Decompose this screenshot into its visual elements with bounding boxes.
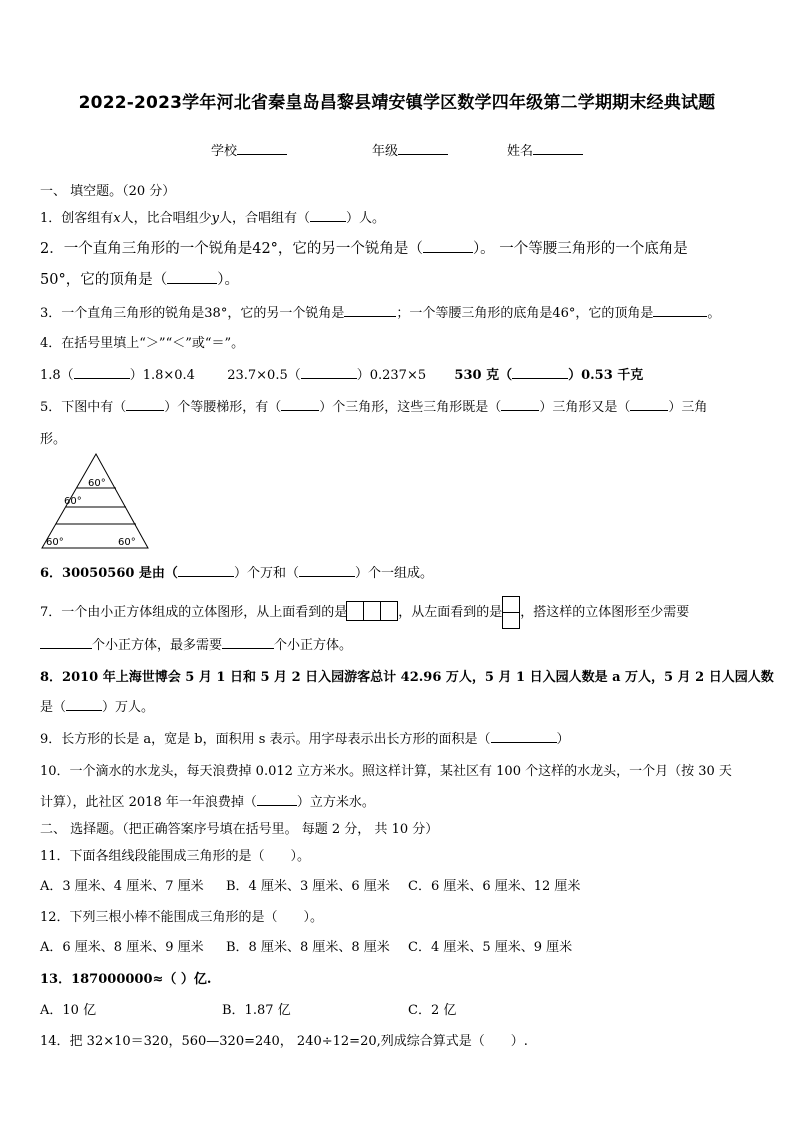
question-4-items — [40, 364, 643, 383]
q3-text-c: 。 — [707, 306, 721, 321]
question-8: 8．2010 年上海世博会 5 月 1 日和 5 月 2 日入园游客总计 42.96 万人，5 月 1 日入园人数是 a 万人，5 月 2 日人园人数 — [40, 670, 774, 685]
q7-text-a: 7．一个由小正方体组成的立体图形，从上面看到的是 — [40, 605, 348, 620]
q10-text-b: 计算），此社区 2018 年一年浪费掉（ — [40, 795, 257, 810]
name-field — [507, 140, 583, 159]
question-5 — [40, 396, 707, 415]
q4-expr-3: 530 克（ — [454, 368, 513, 383]
q9-text-a: 9．长方形的长是 a，宽是 b，面积用 s 表示。用字母表示出长方形的面积是（ — [40, 732, 491, 747]
q2-text-b: ）。 一个等腰三角形的一个底角是 — [472, 241, 688, 257]
q12-option-c[interactable]: C．4 厘米、5 厘米、9 厘米 — [408, 940, 573, 955]
q11-option-c[interactable]: C．6 厘米、6 厘米、12 厘米 — [408, 879, 581, 894]
question-10: 10．一个滴水的水龙头，每天浪费掉 0.012 立方米水。照这样计算，某社区有 100 个这样的水龙头，一个月（按 30 天 — [40, 764, 732, 779]
question-7-cont — [40, 634, 352, 653]
q1-text-d: ）人。 — [346, 211, 386, 226]
q5-answer-blank-1[interactable] — [126, 398, 164, 411]
q4-expr-1: 1.8（ — [40, 368, 74, 383]
q6-text-a: 6．30050560 是由（ — [40, 566, 178, 581]
name-label: 姓名 — [507, 144, 534, 159]
section1-heading: 一、 填空题。（20 分） — [40, 184, 176, 199]
q2-answer-blank-2[interactable] — [167, 271, 217, 284]
q2-text-a: 2．一个直角三角形的一个锐角是42°，它的另一个锐角是（ — [40, 241, 423, 257]
question-13-options — [40, 999, 456, 1018]
angle-label-3: 60° — [46, 537, 64, 548]
question-11: 11．下面各组线段能围成三角形的是（ ）。 — [40, 849, 311, 864]
q3-text-a: 3．一个直角三角形的锐角是38°，它的另一个锐角是 — [40, 306, 345, 321]
q5-text-d: ）三角形又是（ — [539, 400, 631, 415]
q5-answer-blank-4[interactable] — [630, 398, 668, 411]
q10-answer-blank[interactable] — [257, 793, 297, 806]
q4-answer-blank-2[interactable] — [301, 366, 357, 379]
q5-answer-blank-2[interactable] — [281, 398, 319, 411]
angle-label-2: 60° — [64, 496, 82, 507]
grade-field — [372, 140, 448, 159]
grade-blank[interactable] — [398, 140, 448, 155]
question-8-cont — [40, 696, 154, 715]
q3-answer-blank-2[interactable] — [653, 304, 707, 317]
question-1 — [40, 207, 385, 226]
q1-var-x: x — [113, 211, 121, 226]
school-field — [211, 140, 287, 159]
q2-answer-blank-1[interactable] — [423, 240, 473, 253]
section2-heading: 二、 选择题。（把正确答案序号填在括号里。 每题 2 分， 共 10 分） — [40, 822, 439, 837]
grade-label: 年级 — [372, 144, 399, 159]
q6-text-c: ）个一组成。 — [354, 566, 433, 581]
angle-label-4: 60° — [118, 537, 136, 548]
q5-text-c: ）个三角形，这些三角形既是（ — [319, 400, 502, 415]
q1-text-c: 人，合唱组有（ — [219, 211, 311, 226]
question-11-options — [40, 875, 580, 894]
q7-answer-blank-1[interactable] — [40, 636, 92, 649]
q1-text-a: 1．创客组有 — [40, 211, 114, 226]
q4-expr-2: 23.7×0.5（ — [227, 368, 301, 383]
q4-expr-2b: ）0.237×5 — [356, 368, 427, 383]
q5-answer-blank-3[interactable] — [501, 398, 539, 411]
q6-text-b: ）个万和（ — [233, 566, 299, 581]
q10-text-c: ）立方米水。 — [296, 795, 375, 810]
q6-answer-blank-2[interactable] — [299, 564, 355, 577]
q7-text-e: 个小正方体。 — [274, 638, 353, 653]
q5-text-e: ）三角 — [668, 400, 708, 415]
question-2-cont — [40, 268, 239, 289]
q4-answer-blank-1[interactable] — [74, 366, 130, 379]
page-title: 2022-2023学年河北省秦皇岛昌黎县靖安镇学区数学四年级第二学期期末经典试题 — [78, 93, 716, 113]
outer-triangle — [42, 454, 148, 548]
angle-label-1: 60° — [88, 478, 106, 489]
q1-answer-blank[interactable] — [310, 209, 346, 222]
q13-option-b[interactable]: B．1.87 亿 — [222, 1003, 291, 1018]
name-blank[interactable] — [533, 140, 583, 155]
q13-option-c[interactable]: C．2 亿 — [408, 1003, 457, 1018]
school-label: 学校 — [211, 144, 238, 159]
question-10-cont — [40, 791, 375, 810]
left-view-figure — [502, 596, 520, 629]
question-3 — [40, 302, 720, 321]
q9-answer-blank[interactable] — [491, 730, 557, 743]
question-6 — [40, 562, 433, 581]
q5-text-b: ）个等腰梯形，有（ — [164, 400, 282, 415]
question-2 — [40, 237, 688, 258]
school-blank[interactable] — [237, 140, 287, 155]
q4-expr-3b: ）0.53 千克 — [568, 368, 644, 383]
q12-option-a[interactable]: A．6 厘米、8 厘米、9 厘米 — [40, 940, 204, 955]
triangle-diagram — [40, 452, 152, 552]
q11-option-b[interactable]: B．4 厘米、3 厘米、6 厘米 — [226, 879, 390, 894]
q1-var-y: y — [211, 211, 219, 226]
question-5-cont: 形。 — [40, 432, 67, 447]
question-12-options — [40, 936, 572, 955]
q1-text-b: 人，比合唱组少 — [120, 211, 212, 226]
question-14: 14．把 32×10＝320，560—320=240， 240÷12=20,列成综合算式是（ ）. — [40, 1034, 528, 1049]
triangle-figure — [40, 452, 152, 552]
q13-option-a[interactable]: A．10 亿 — [40, 1003, 97, 1018]
question-12: 12．下列三根小棒不能围成三角形的是（ ）。 — [40, 910, 324, 925]
q12-option-b[interactable]: B．8 厘米、8 厘米、8 厘米 — [226, 940, 390, 955]
q6-answer-blank-1[interactable] — [178, 564, 234, 577]
q3-answer-blank-1[interactable] — [344, 304, 396, 317]
q5-text-a: 5．下图中有（ — [40, 400, 127, 415]
top-view-figure — [347, 601, 398, 625]
q7-text-d: 个小正方体，最多需要 — [92, 638, 223, 653]
q2-text-d: ）。 — [217, 272, 239, 288]
q9-text-b: ） — [556, 732, 570, 747]
q4-expr-1b: ）1.8×0.4 — [129, 368, 195, 383]
q7-text-c: ，搭这样的立体图形至少需要 — [520, 605, 690, 620]
q8-text-c: ）万人。 — [102, 700, 155, 715]
q2-text-c: 50°，它的顶角是（ — [40, 272, 168, 288]
question-9 — [40, 728, 570, 747]
q8-text-b: 是（ — [40, 700, 67, 715]
q3-text-b: ；一个等腰三角形的底角是46°，它的顶角是 — [396, 306, 654, 321]
question-7 — [40, 596, 689, 629]
question-4: 4．在括号里填上“＞”“＜”或“＝”。 — [40, 336, 245, 351]
q4-answer-blank-3[interactable] — [512, 366, 568, 379]
q7-answer-blank-2[interactable] — [222, 636, 274, 649]
q7-text-b: ，从左面看到的是 — [398, 605, 503, 620]
q8-answer-blank[interactable] — [66, 698, 102, 711]
question-13: 13．187000000≈（ ）亿. — [40, 972, 212, 987]
q11-option-a[interactable]: A．3 厘米、4 厘米、7 厘米 — [40, 879, 204, 894]
